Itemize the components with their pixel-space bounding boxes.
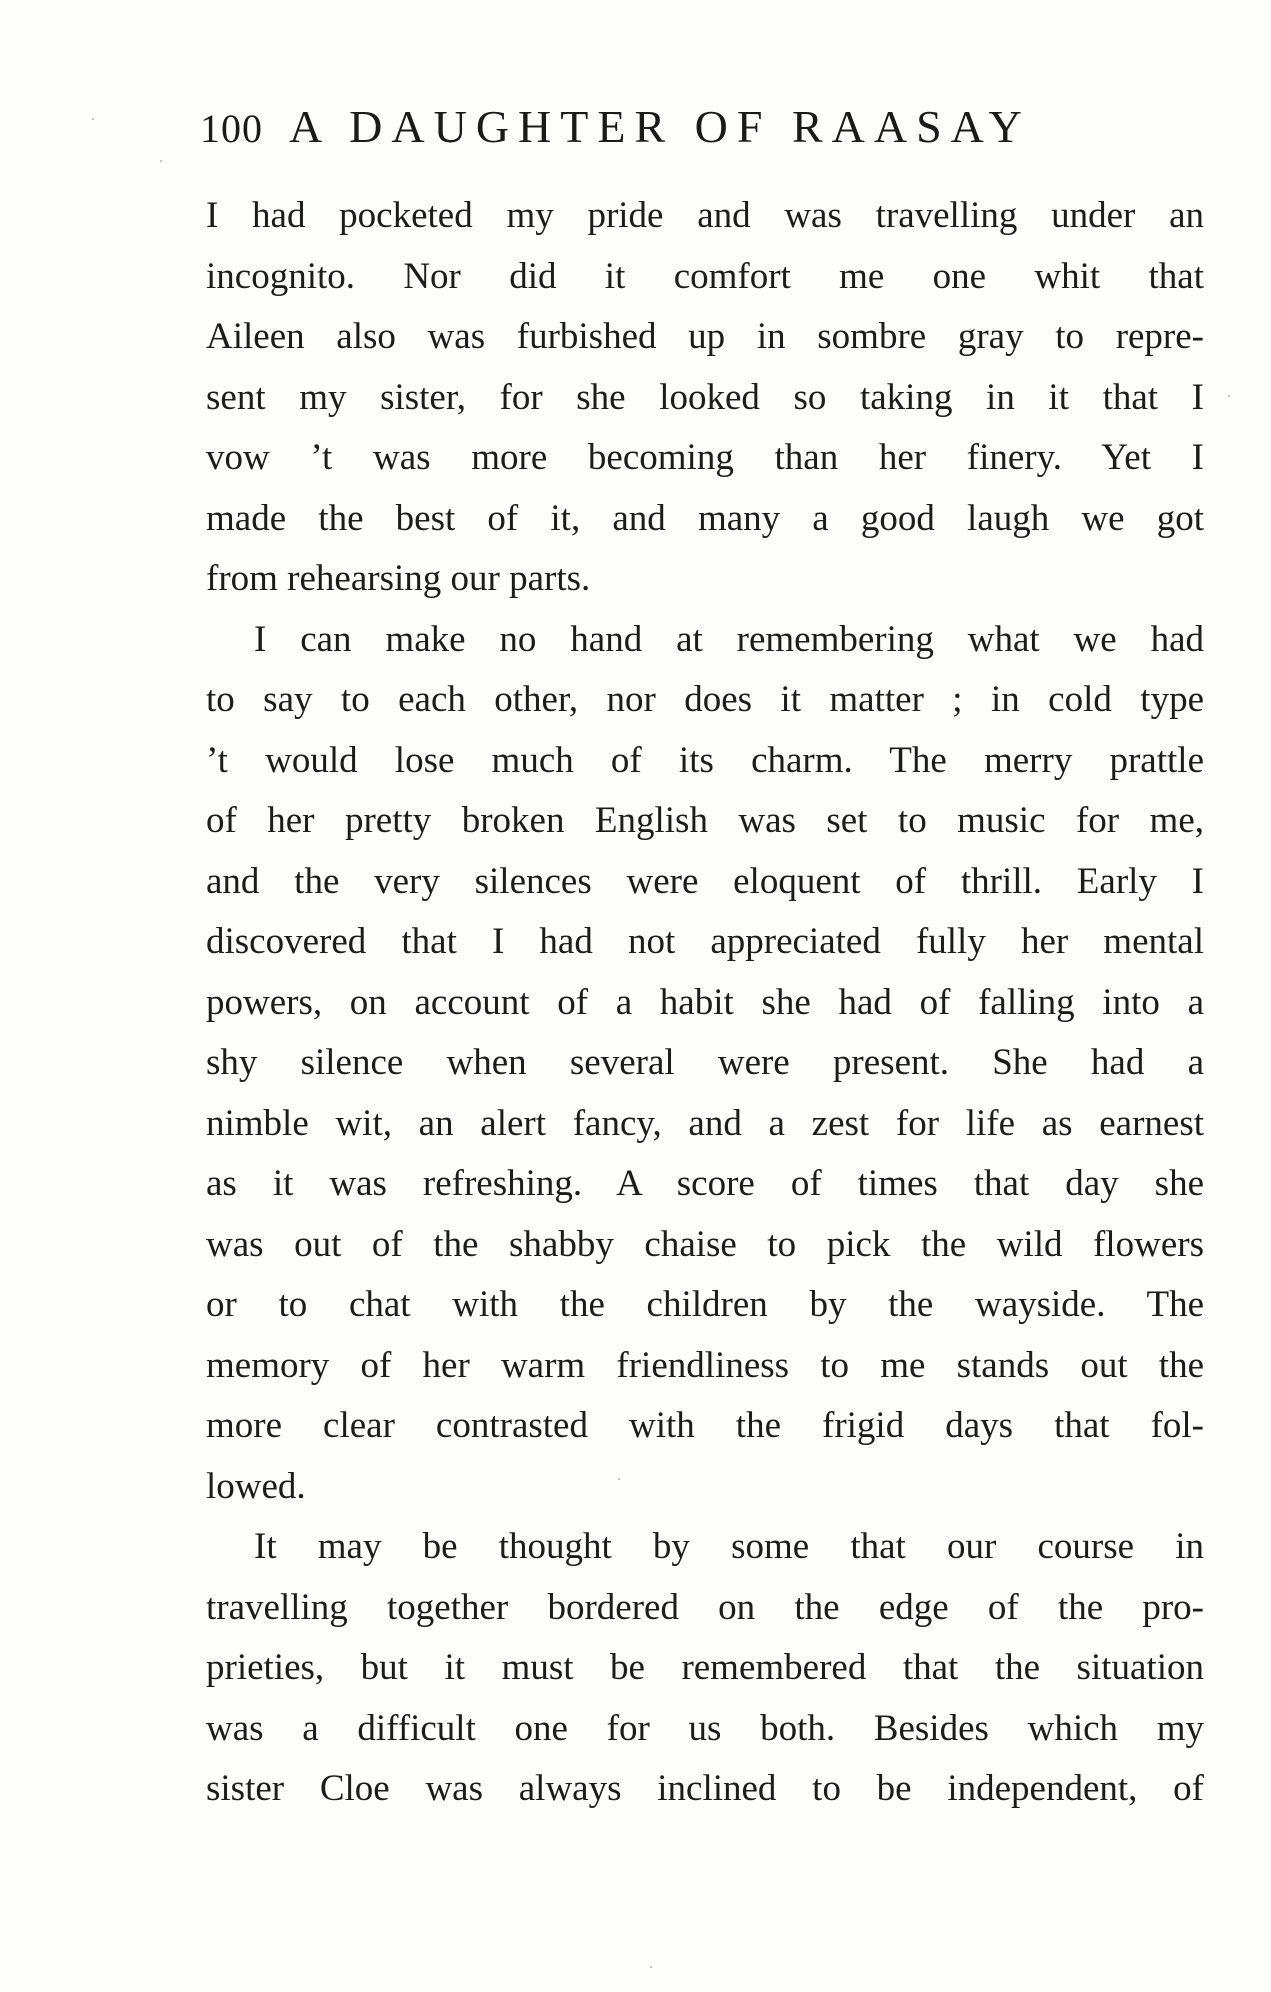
text-line: was out of the shabby chaise to pick the wild flowers bbox=[206, 1223, 1204, 1265]
paragraph-2 bbox=[206, 610, 1204, 1518]
text-line: It may be thought by some that our course in bbox=[254, 1526, 1204, 1567]
running-title: A DAUGHTER OF RAASAY bbox=[289, 101, 1031, 152]
body-text bbox=[206, 186, 1204, 1820]
text-line: to say to each other, nor does it matter ; in cold type bbox=[206, 679, 1204, 720]
text-line: sister Cloe was always inclined to be independent, of bbox=[206, 1768, 1204, 1809]
text-line: ’t would lose much of its charm. The merry prattle bbox=[206, 739, 1204, 781]
paper-speck bbox=[618, 1478, 620, 1480]
paper-speck bbox=[650, 1966, 652, 1968]
paragraph-1 bbox=[206, 186, 1204, 610]
text-line: vow ’t was more becoming than her finery. Yet I bbox=[206, 437, 1204, 478]
text-line: I had pocketed my pride and was travelling under an bbox=[206, 195, 1204, 236]
paper-speck bbox=[160, 160, 162, 162]
page-number: 100 bbox=[200, 106, 263, 151]
text-line: made the best of it, and many a good laugh we got bbox=[206, 497, 1204, 539]
text-line: as it was refreshing. A score of times that day she bbox=[206, 1163, 1204, 1204]
text-line: powers, on account of a habit she had of falling into a bbox=[206, 981, 1204, 1023]
text-line: travelling together bordered on the edge of the pro- bbox=[206, 1586, 1204, 1628]
text-line: more clear contrasted with the frigid days that fol- bbox=[206, 1405, 1204, 1446]
paragraph-3 bbox=[206, 1517, 1204, 1820]
text-line: prieties, but it must be remembered that the situation bbox=[206, 1647, 1204, 1688]
text-line: lowed. bbox=[206, 1465, 306, 1507]
text-line: was a difficult one for us both. Besides which my bbox=[206, 1707, 1204, 1749]
text-line: or to chat with the children by the wayside. The bbox=[206, 1284, 1204, 1325]
text-line: I can make no hand at remembering what we had bbox=[254, 618, 1204, 660]
running-head bbox=[200, 100, 1210, 160]
text-line: memory of her warm friendliness to me stands out the bbox=[206, 1344, 1204, 1386]
text-line: sent my sister, for she looked so taking in it that I bbox=[206, 376, 1204, 418]
text-line: discovered that I had not appreciated fully her mental bbox=[206, 921, 1204, 962]
text-line: nimble wit, an alert fancy, and a zest for life as earnest bbox=[206, 1102, 1204, 1144]
text-line: and the very silences were eloquent of thrill. Early I bbox=[206, 860, 1204, 902]
text-line: from rehearsing our parts. bbox=[206, 558, 591, 599]
paper-speck bbox=[92, 118, 94, 120]
text-line: of her pretty broken English was set to music for me, bbox=[206, 800, 1204, 841]
text-line: shy silence when several were present. She had a bbox=[206, 1042, 1204, 1083]
paper-speck bbox=[1228, 395, 1230, 397]
text-line: incognito. Nor did it comfort me one whit that bbox=[206, 255, 1204, 297]
text-line: Aileen also was furbished up in sombre gray to repre- bbox=[206, 316, 1204, 357]
